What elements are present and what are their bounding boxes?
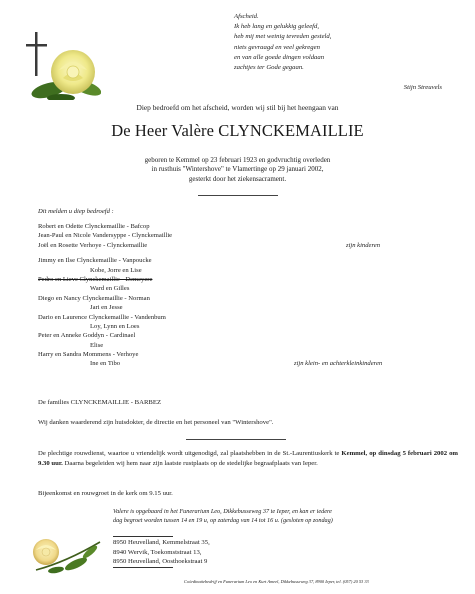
address-line: 8940 Wervik, Toekomststraat 13, <box>113 548 202 556</box>
list-item: Harry en Sandra Mommens - Verhoye <box>38 351 139 359</box>
list-item: Loy, Lynn en Loes <box>90 322 140 330</box>
birth-line: gesterkt door het ziekensacrament. <box>188 174 287 183</box>
list-item: Kobe, Jorre en Lise <box>90 266 142 274</box>
funeral-announcement <box>38 449 458 469</box>
list-item <box>38 241 458 250</box>
list-item: Robert en Odette Clynckemaillie - Bafcop <box>38 223 150 230</box>
poem-line: en van alle goede dingen voldaan <box>234 53 325 61</box>
list-item: Diego en Nancy Clynckemaillie - Norman <box>38 294 150 302</box>
laid-out-note <box>113 507 413 526</box>
address-line: 8950 Heuvelland, Oosthoekstraat 9 <box>113 558 208 566</box>
list-item: Jari en Jesse <box>90 304 123 312</box>
list-item: Dario en Laurence Clynckemaillie - Vandenbum <box>38 313 166 321</box>
list-item <box>38 359 458 368</box>
grandchildren-label: zijn klein- en achterkleinkinderen <box>294 360 383 368</box>
children-label: zijn kinderen <box>346 241 380 249</box>
footer-text: Coördinatiebedrijf en Funerarium Leo en Kurt Ameel, Dikkebusseweg 37, 8900 Ieper, tel. (057) 20 53 33 <box>184 579 369 584</box>
divider <box>186 439 286 440</box>
cross-rose-photo <box>15 14 101 100</box>
poem-author: Stijn Streuvels <box>403 84 442 91</box>
poem-line: Afscheid. <box>234 13 259 20</box>
rose-illustration <box>26 520 104 578</box>
list-item: Peter en Anneke Goddyn - Cardinael <box>38 332 136 340</box>
list-item-text: Ine en Tibo <box>90 360 121 368</box>
addresses <box>113 538 210 567</box>
list-item: Ward en Gilles <box>90 285 130 293</box>
address-line: 8950 Heuvelland, Kemmelstraat 35, <box>113 539 210 546</box>
list-item: Jimmy en Ilse Clynckemaillie - Vanpoucke <box>38 257 152 265</box>
thanks-line: Wij danken waarderend zijn huisdokter, de directie en het personeel van "Wintershove". <box>38 419 274 426</box>
note-line: Valere is opgebaard in het Funerarium Leo, Dikkebusseweg 37 te Ieper, en kan er iedere <box>113 508 332 515</box>
poem-line: niets gevraagd en veel gekregen <box>234 43 320 51</box>
address-divider <box>113 567 173 568</box>
birth-line: geboren te Kemmel op 23 februari 1923 en godvruchtig overleden <box>144 156 331 164</box>
deceased-name: De Heer Valère CLYNCKEMAILLIE <box>111 121 364 140</box>
list-item: Elise <box>90 341 104 349</box>
families-line: De families CLYNCKEMAILLIE - BARBEZ <box>38 399 162 406</box>
birth-line: in rusthuis "Wintershove" te Vlamertinge op 29 januari 2002, <box>151 165 324 174</box>
poem-line: zachtjes ter Gode gegaan. <box>234 64 304 72</box>
poem <box>234 12 470 91</box>
birth-death-info <box>0 156 475 184</box>
list-item: Pedro en Lieve Clynckemaillie - Demeyere <box>38 275 153 283</box>
gathering-line: Bijeenkomst en rouwgroet in de kerk om 9.15 uur. <box>38 490 173 497</box>
list-item-text: Joël en Rosette Verhoye - Clynckemaillie <box>38 241 148 249</box>
address-divider <box>113 536 173 537</box>
divider <box>198 195 278 196</box>
note-line: dag begroet worden tussen 14 en 19 u, op zaterdag van 14 tot 16 u. (gesloten op zondag) <box>113 517 333 525</box>
poem-line: heb mij met weinig tevreden gesteld, <box>234 33 332 41</box>
funeral-text-part2: Daarna begeleiden wij hem naar zijn laatste rustplaats op de stedelijke begraafplaats van Ieper. <box>62 460 318 467</box>
mourners-header: Dit melden u diep bedroefd : <box>38 208 114 215</box>
intro-text: Diep bedroefd om het afscheid, worden wij stil bij het heengaan van <box>136 103 339 112</box>
funeral-text-part1: De plechtige rouwdienst, waartoe u vriendelijk wordt uitgenodigd, zal plaatshebben in de St.-Laurentiuskerk te <box>38 450 342 457</box>
mourners-list <box>38 208 458 369</box>
poem-line: Ik heb lang en gelukkig geleefd, <box>234 23 320 31</box>
list-item: Jean-Paul en Nicole Vandersyppe - Clynckemaillie <box>38 232 173 240</box>
funeral-date-time: Kemmel, op dinsdag 5 februari 2002 om 9.30 uur. <box>38 450 458 467</box>
